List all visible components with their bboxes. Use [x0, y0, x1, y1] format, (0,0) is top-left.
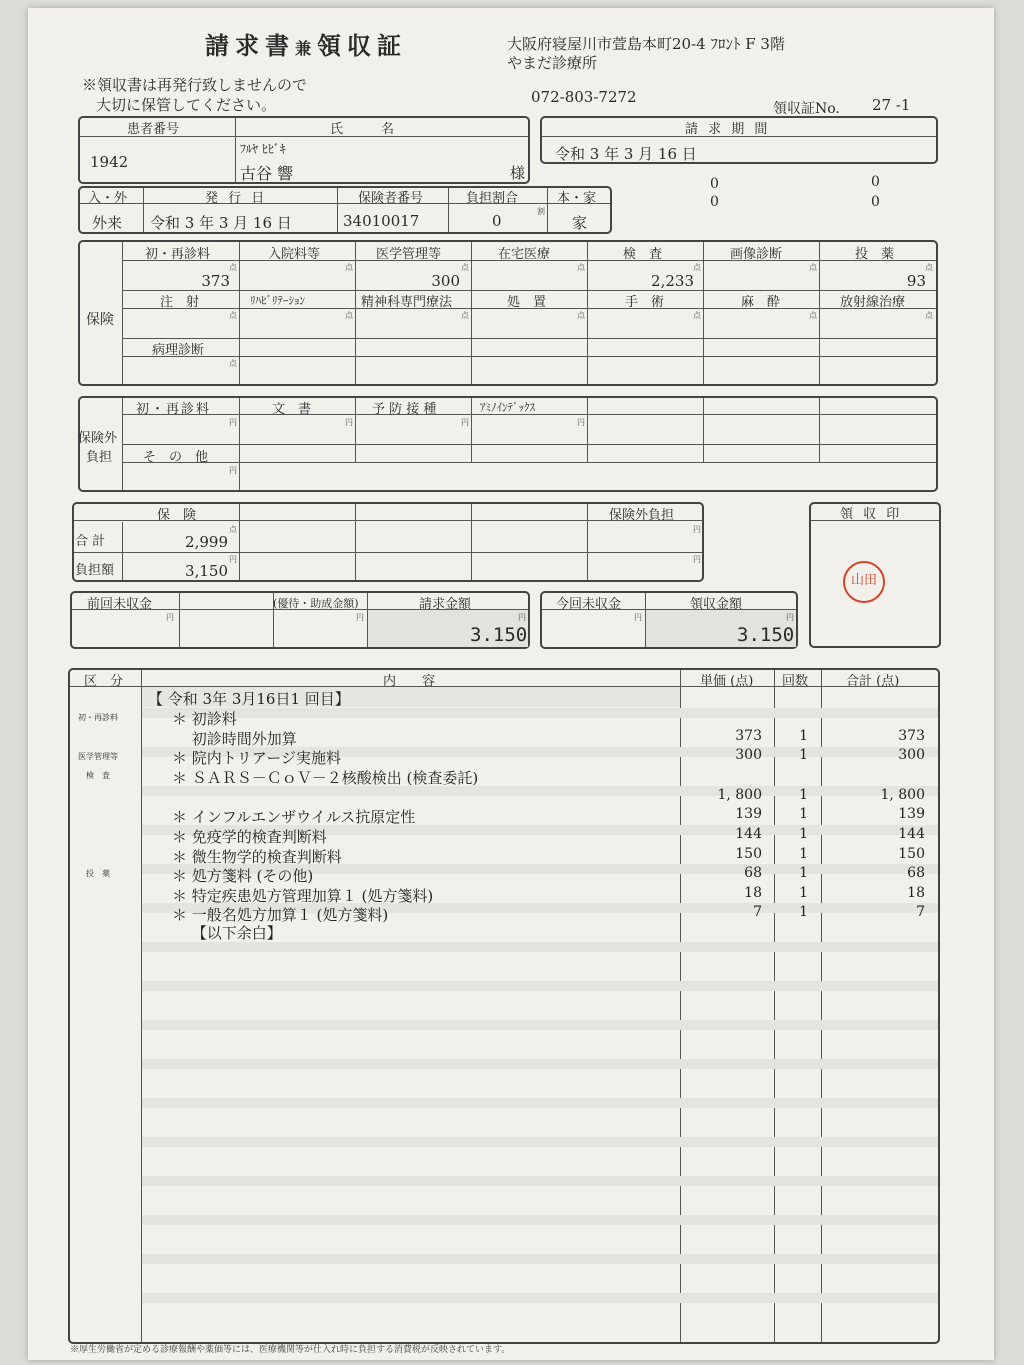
ins-h-toyaku: 投 薬: [855, 247, 895, 262]
detail-item-count: 1: [799, 885, 808, 901]
detail-cat-kensa: 検 査: [86, 771, 110, 780]
receipt-stamp-label: 領 収 印: [840, 507, 903, 522]
detail-item-count: 1: [799, 904, 808, 920]
burden-label: 負担額: [75, 563, 115, 578]
point-unit: 点: [809, 311, 817, 320]
yen-unit: 円: [693, 555, 701, 564]
yen-unit: 円: [518, 613, 526, 622]
detail-h-total: 合計 (点): [846, 674, 900, 689]
totals-insurance-label: 保 険: [157, 508, 197, 523]
visit-type: 外来: [92, 214, 123, 232]
issue-date: 令和 3 年 3 月 16 日: [150, 214, 292, 232]
point-unit: 点: [229, 311, 237, 320]
point-unit: 点: [229, 359, 237, 368]
detail-item-count: 1: [799, 728, 808, 744]
point-unit: 点: [577, 311, 585, 320]
insurer-no-label: 保険者番号: [358, 191, 424, 206]
ratio-value: 0: [492, 212, 502, 230]
ins-h-shoshin: 初・再診料: [145, 247, 211, 262]
ins-h-seishin: 精神科専門療法: [361, 295, 453, 310]
point-unit: 点: [693, 263, 701, 272]
ins-h-gazo: 画像診断: [730, 247, 783, 262]
ins-v-igaku: 300: [431, 272, 460, 290]
receipt-no-label: 領収証No.: [773, 101, 840, 117]
non-ins-h-yobo: 予 防 接 種: [372, 402, 437, 417]
ins-h-igaku: 医学管理等: [376, 247, 442, 262]
point-unit: 点: [345, 311, 353, 320]
ins-h-nyuin: 入院料等: [268, 247, 321, 262]
yen-unit: 円: [229, 555, 237, 564]
detail-item-name: ＊ ＳＡＲＳ－ＣｏＶ－２核酸検出 (検査委託): [172, 769, 479, 787]
total-label: 合 計: [75, 534, 106, 549]
patient-name: 古谷 響: [240, 164, 294, 183]
detail-h-content: 内 容: [383, 674, 436, 689]
yen-unit: 円: [356, 613, 364, 622]
total-points: 2,999: [185, 533, 228, 551]
billing-period-value: 令和 3 年 3 月 16 日: [555, 145, 697, 163]
detail-cat-toyaku: 投 薬: [86, 869, 110, 878]
yen-unit: 円: [229, 418, 237, 427]
ratio-unit: 割: [537, 207, 545, 216]
detail-h-count: 回数: [782, 674, 809, 689]
detail-item-count: 1: [799, 747, 808, 763]
patient-honorific: 様: [510, 164, 526, 182]
detail-item-unit: 68: [744, 865, 762, 881]
clinic-address: 大阪府寝屋川市萱島本町20-4 ﾌﾛﾝﾄ F 3階: [507, 35, 785, 53]
non-ins-other-label: そ の 他: [143, 450, 209, 465]
detail-h-category: 区 分: [84, 674, 124, 689]
non-insurance-label-1: 保険外: [78, 431, 118, 446]
totals-non-insurance-label: 保険外負担: [609, 508, 675, 523]
ratio-label: 負担割合: [466, 191, 519, 206]
ins-h-chusha: 注 射: [160, 295, 200, 310]
detail-date-line: 【 令和 3年 3月16日1 回目】: [148, 690, 350, 708]
title-main: 請求書: [205, 31, 295, 60]
patient-kana: ﾌﾙﾔ ﾋﾋﾞｷ: [240, 142, 286, 156]
detail-item-unit: 139: [735, 806, 762, 822]
patient-id-label: 患者番号: [127, 122, 180, 137]
point-unit: 点: [925, 263, 933, 272]
detail-item-unit: 7: [753, 904, 762, 920]
ins-h-byori: 病理診断: [152, 343, 205, 358]
non-insurance-label-2: 負担: [86, 450, 113, 465]
detail-item-name: ＊ 院内トリアージ実施料: [172, 749, 342, 767]
detail-item-count: 1: [799, 846, 808, 862]
received-amount: 3.150: [737, 624, 795, 646]
discount-label: (優待・助成金額): [273, 597, 359, 610]
detail-item-unit: 150: [735, 846, 762, 862]
clinic-phone: 072-803-7272: [531, 88, 637, 106]
billing-period-label: 請 求 期 間: [685, 122, 771, 137]
point-unit: 点: [461, 263, 469, 272]
patient-id: 1942: [90, 153, 129, 171]
detail-item-unit: 144: [735, 826, 762, 842]
detail-cat-shoshin: 初・再診料: [78, 713, 118, 722]
ins-h-shochi: 処 置: [507, 295, 547, 310]
detail-item-name: 【以下余白】: [172, 924, 282, 942]
footnote: ※厚生労働省が定める診療報酬や薬価等には、医療機関等が仕入れ時に負担する消費税が反映されています。: [70, 1345, 511, 1355]
insurance-section-label: 保険: [86, 312, 114, 328]
yen-unit: 円: [166, 613, 174, 622]
received-label: 領収金額: [690, 597, 743, 612]
issue-date-label: 発 行 日: [205, 191, 268, 206]
member-label: 本・家: [557, 191, 597, 206]
point-unit: 点: [461, 311, 469, 320]
yen-unit: 円: [577, 418, 585, 427]
detail-item-count: 1: [799, 806, 808, 822]
detail-item-total: 300: [898, 747, 925, 763]
title-sub: 領収証: [317, 31, 408, 60]
yen-unit: 円: [634, 613, 642, 622]
ins-h-zaitaku: 在宅医療: [498, 247, 551, 262]
ins-h-hoshasen: 放射線治療: [840, 295, 906, 310]
detail-item-name: 初診時間外加算: [172, 730, 297, 748]
detail-item-name: ＊ 特定疾患処方管理加算１ (処方箋料): [172, 887, 434, 905]
zero-2: 0: [871, 174, 880, 190]
detail-item-unit: 18: [744, 885, 762, 901]
ins-h-rehab: ﾘﾊﾋﾞﾘﾃｰｼｮﾝ: [250, 294, 305, 307]
detail-item-total: 373: [898, 728, 925, 744]
document-title: [205, 26, 407, 61]
detail-item-name: ＊ 免疫学的検査判断料: [172, 828, 327, 846]
detail-item-count: 1: [799, 787, 808, 803]
ins-h-masui: 麻 酔: [741, 295, 781, 310]
clinic-name: やまだ診療所: [507, 54, 598, 72]
receipt-no-value: 27 -1: [872, 96, 911, 114]
detail-item-total: 1, 800: [880, 787, 925, 803]
zero-3: 0: [710, 194, 719, 210]
point-unit: 点: [229, 525, 237, 534]
detail-item-name: ＊ 一般名処方加算１ (処方箋料): [172, 906, 389, 924]
point-unit: 点: [229, 263, 237, 272]
ins-v-kensa: 2,233: [651, 272, 694, 290]
yen-unit: 円: [786, 613, 794, 622]
ins-h-shujutsu: 手 術: [625, 295, 665, 310]
billed-label: 請求金額: [419, 597, 472, 612]
patient-name-label: 氏 名: [330, 122, 399, 137]
detail-item-count: 1: [799, 826, 808, 842]
detail-item-name: ＊ 微生物学的検査判断料: [172, 848, 342, 866]
point-unit: 点: [809, 263, 817, 272]
billed-amount: 3.150: [470, 624, 528, 646]
title-joiner: 兼: [295, 39, 318, 58]
burden-yen: 3,150: [185, 562, 228, 580]
yen-unit: 円: [693, 525, 701, 534]
detail-item-unit: 1, 800: [717, 787, 762, 803]
prev-unpaid-label: 前回未収金: [87, 597, 153, 612]
ins-v-shoshin: 373: [201, 272, 230, 290]
detail-item-total: 144: [898, 826, 925, 842]
yen-unit: 円: [345, 418, 353, 427]
yen-unit: 円: [229, 466, 237, 475]
detail-item-total: 139: [898, 806, 925, 822]
detail-item-name: ＊ インフルエンザウイルス抗原定性: [172, 808, 416, 826]
point-unit: 点: [925, 311, 933, 320]
detail-item-total: 7: [916, 904, 925, 920]
detail-item-name: ＊ 処方箋料 (その他): [172, 867, 314, 885]
point-unit: 点: [693, 311, 701, 320]
member-value: 家: [572, 214, 588, 232]
receipt-seal-stamp: 山田: [843, 561, 885, 603]
notice-line-2: 大切に保管してください。: [96, 96, 277, 114]
notice-line-1: ※領収書は再発行致しませんので: [82, 76, 308, 94]
ins-v-toyaku: 93: [906, 272, 926, 290]
detail-item-unit: 300: [735, 747, 762, 763]
detail-item-name: ＊ 初診料: [172, 710, 237, 728]
zero-1: 0: [710, 176, 719, 192]
non-ins-h-bunsho: 文 書: [272, 402, 312, 417]
point-unit: 点: [345, 263, 353, 272]
non-ins-h-shoshin: 初・再診料: [136, 402, 212, 417]
zero-4: 0: [871, 194, 880, 210]
point-unit: 点: [577, 263, 585, 272]
detail-item-total: 68: [907, 865, 925, 881]
insurer-no: 34010017: [343, 212, 420, 230]
detail-item-count: 1: [799, 865, 808, 881]
current-unpaid-label: 今回未収金: [556, 597, 622, 612]
detail-cat-igaku: 医学管理等: [78, 752, 118, 761]
detail-item-total: 18: [907, 885, 925, 901]
non-ins-h-amino: ｱﾐﾉｲﾝﾃﾞｯｸｽ: [480, 401, 535, 414]
visit-type-label: 入・外: [88, 191, 128, 206]
yen-unit: 円: [461, 418, 469, 427]
detail-h-unit-price: 単価 (点): [700, 674, 754, 689]
detail-item-total: 150: [898, 846, 925, 862]
ins-h-kensa: 検 査: [623, 247, 663, 262]
detail-item-unit: 373: [735, 728, 762, 744]
